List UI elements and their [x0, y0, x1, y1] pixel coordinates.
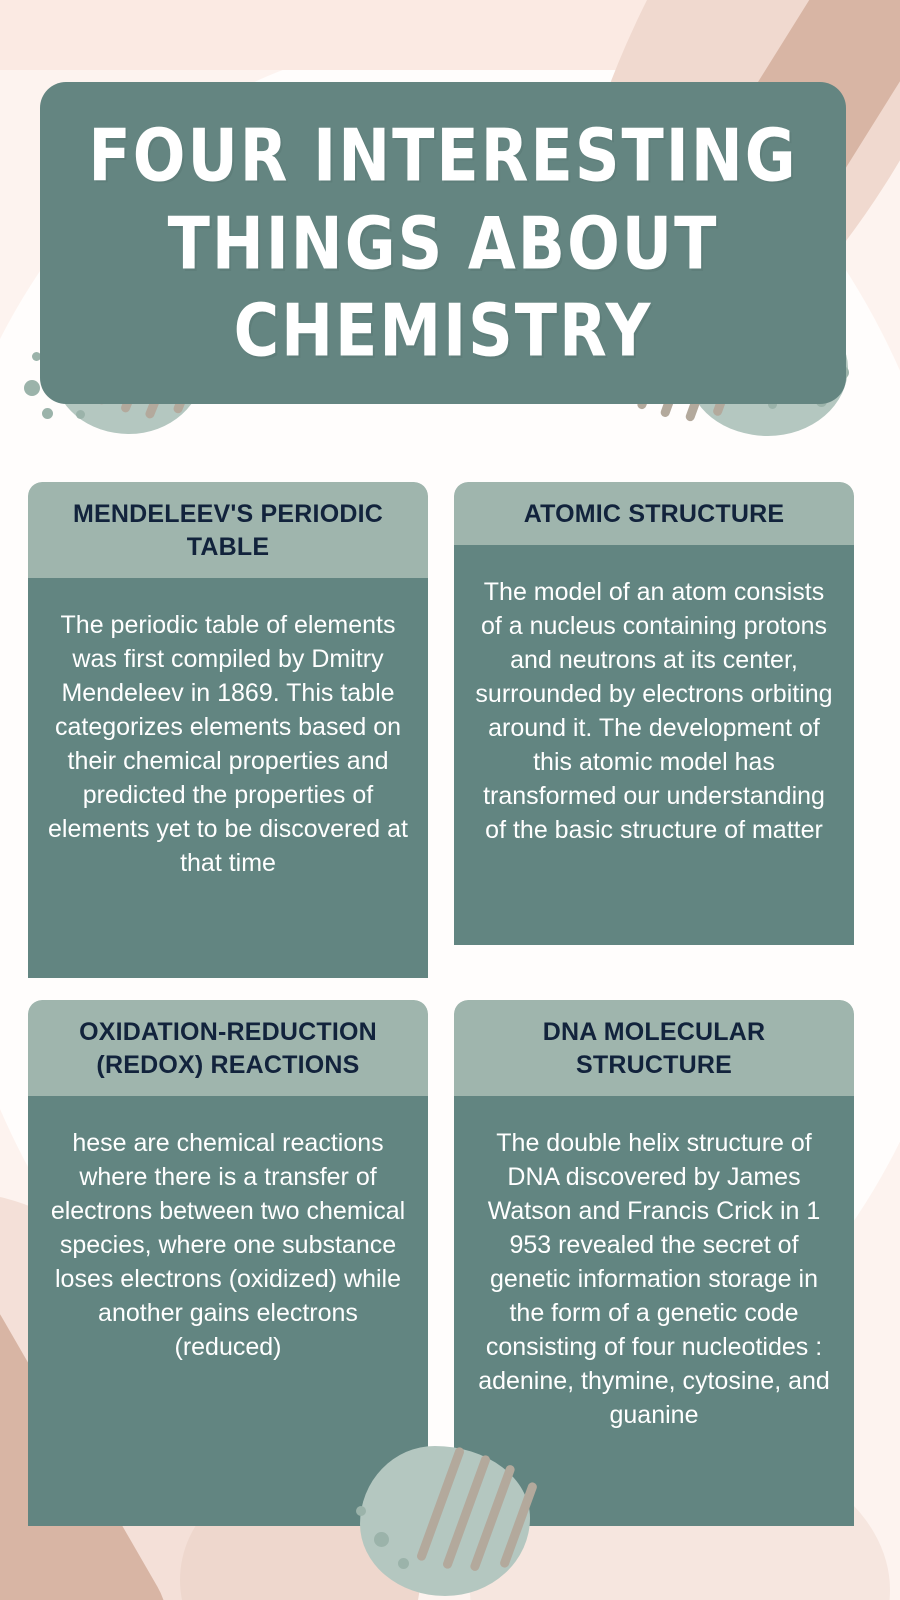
sage-dot — [374, 1532, 389, 1547]
sage-dot — [42, 408, 53, 419]
sage-dot — [76, 410, 85, 419]
fact-card-atomic-structure — [454, 482, 854, 978]
page-title: FOUR INTERESTING THINGS ABOUT CHEMISTRY — [88, 112, 798, 373]
fact-card-title: DNA MOLECULAR STRUCTURE — [454, 1000, 854, 1096]
sage-dot — [398, 1558, 409, 1569]
fact-card-title: OXIDATION-REDUCTION (REDOX) REACTIONS — [28, 1000, 428, 1096]
fact-card-title: MENDELEEV'S PERIODIC TABLE — [28, 482, 428, 578]
fact-card-body: The model of an atom consists of a nucleus containing protons and neutrons at its center, surrounded by electrons orbiting around it. The development of this atomic model has transformed our understanding of the basic structure of matter — [454, 545, 854, 945]
fact-card-title: ATOMIC STRUCTURE — [454, 482, 854, 545]
header-card — [40, 82, 846, 404]
sage-cluster-bottom — [340, 1440, 580, 1600]
fact-card-body: hese are chemical reactions where there is a transfer of electrons between two chemical species, where one substance loses electrons (oxidized) while another gains electrons (reduced) — [28, 1096, 428, 1526]
fact-card-body: The double helix structure of DNA discovered by James Watson and Francis Crick in 1 953 revealed the secret of genetic information storage in the form of a genetic code consisting of four nucleotides : adenine, thymine, cytosine, and guanine — [454, 1096, 854, 1526]
fact-card-periodic-table — [28, 482, 428, 978]
facts-grid — [28, 482, 874, 1526]
sage-dot — [356, 1506, 366, 1516]
sage-dot — [24, 380, 40, 396]
fact-card-body: The periodic table of elements was first compiled by Dmitry Mendeleev in 1869. This table categorizes elements based on their chemical properties and predicted the properties of elements yet to be discovered at that time — [28, 578, 428, 978]
